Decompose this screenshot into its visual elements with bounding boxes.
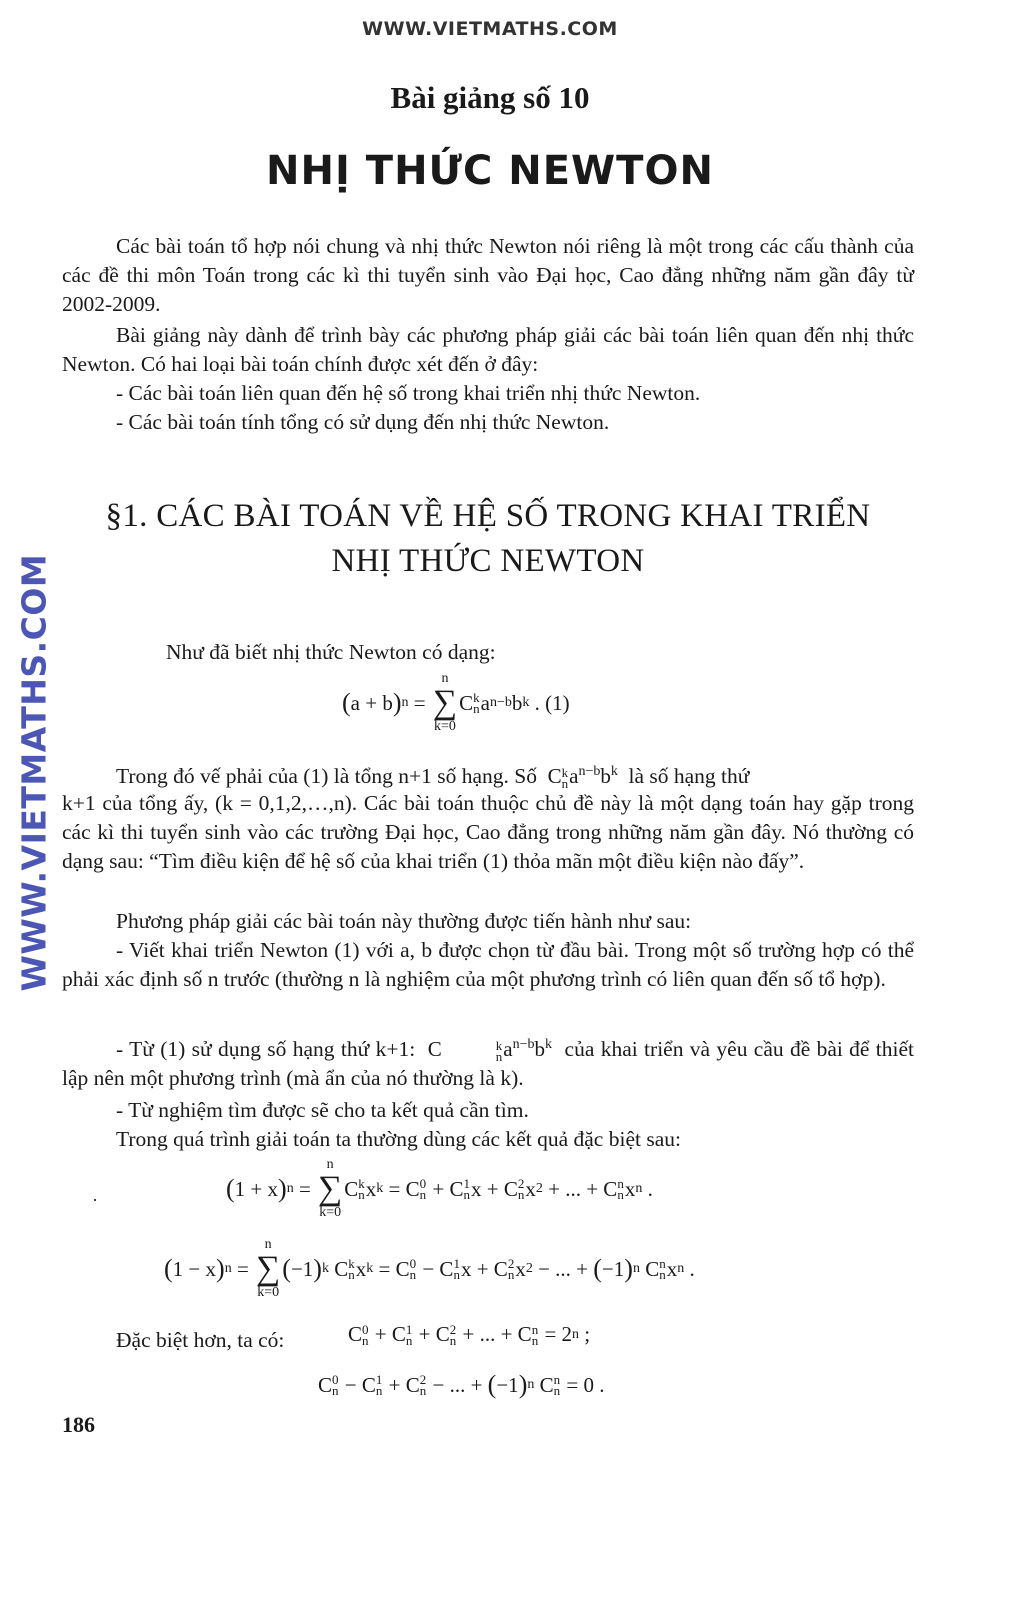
method-step-2-text-a: - Từ (1) sử dụng số hạng thứ k+1: bbox=[116, 1037, 416, 1061]
section-title-line-1: §1. CÁC BÀI TOÁN VỀ HỆ SỐ TRONG KHAI TRIỂN bbox=[105, 498, 871, 534]
method-step-1: - Viết khai triển Newton (1) với a, b được chọn từ đầu bài. Trong một số trường hợp có thể phải xác định số n trước (thường n là nghiệm của một phương trình có liên quan đến số tổ hợp). bbox=[62, 938, 914, 991]
stray-dot: · bbox=[92, 1190, 98, 1210]
page-number: 186 bbox=[62, 1412, 95, 1437]
term-definition-line bbox=[116, 757, 749, 791]
lecture-title: NHỊ THỨC NEWTON bbox=[266, 148, 714, 194]
expansion-one-minus-x: ( 1 − x ) n = n ∑ k=0 ( −1 ) k C k n x k = C 0 n − C 1 n x + C 2 n x 2 − ... + ( −1 ) n C n n x n . bbox=[164, 1237, 695, 1300]
paragraph-3: k+1 của tổng ấy, (k = 0,1,2,…,n). Các bài toán thuộc chủ đề này là một dạng toán hay gặp trong các kì thi tuyển sinh vào các trường Đại học, Cao đẳng trong những năm gần đây. Nó thường có dạng sau: “Tìm điều kiện để hệ số của khai triển (1) thỏa mãn một điều kiện nào đấy”. bbox=[62, 791, 914, 873]
method-step-2 bbox=[62, 1030, 914, 1093]
term-definition-text-a: Trong đó vế phải của (1) là tổng n+1 số hạng. Số bbox=[116, 764, 537, 788]
intro-paragraph-1: Các bài toán tổ hợp nói chung và nhị thức Newton nói riêng là một trong các cấu thành của các đề thi môn Toán trong các kì thi tuyển sinh vào Đại học, Cao đẳng những năm gần đây từ 2002-2009. bbox=[62, 234, 914, 316]
term-definition-text-b: là số hạng thứ bbox=[628, 764, 750, 788]
intro-paragraph-2: Bài giảng này dành để trình bày các phương pháp giải các bài toán liên quan đến nhị thức Newton. Có hai loại bài toán chính được xét đến ở đây: bbox=[62, 323, 914, 376]
section-title bbox=[62, 494, 914, 584]
known-form-text: Như đã biết nhị thức Newton có dạng: bbox=[166, 640, 496, 664]
side-watermark: WWW.VIETMATHS.COM bbox=[14, 553, 54, 992]
alternating-sum-identity: C 0 n − C 1 n + C 2 n − ... + ( −1 ) n C n n = 0 . bbox=[318, 1370, 605, 1399]
expansion-one-plus-x: ( 1 + x ) n = n ∑ k=0 C k n x k = C 0 n + C 1 n x + C 2 n x 2 + ... + C n n x n . bbox=[226, 1157, 653, 1220]
section-title-line-2: NHỊ THỨC NEWTON bbox=[331, 543, 645, 579]
method-step-3: - Từ nghiệm tìm được sẽ cho ta kết quả cần tìm. bbox=[116, 1098, 529, 1122]
general-term-formula: C k n $a^{n-b}b^k$ bbox=[542, 764, 618, 792]
header-url: WWW.VIETMATHS.COM bbox=[362, 18, 618, 40]
special-case-label: Đặc biệt hơn, ta có: bbox=[116, 1328, 285, 1352]
lecture-number: Bài giảng số 10 bbox=[390, 80, 590, 115]
intro-bullet-1: - Các bài toán liên quan đến hệ số trong khai triển nhị thức Newton. bbox=[116, 381, 701, 405]
method-step-2-text-b: của khai triển và yêu cầu đề bài để thiết lập nên một phương trình (mà ẩn của nó thường là k). bbox=[62, 1037, 915, 1090]
equation-1: ( a + b ) n = n ∑ k=0 C k n a n−b b k . (1) bbox=[342, 671, 570, 734]
special-results-intro: Trong quá trình giải toán ta thường dùng các kết quả đặc biệt sau: bbox=[116, 1127, 681, 1151]
method-intro: Phương pháp giải các bài toán này thường được tiến hành như sau: bbox=[116, 909, 692, 933]
term-k-plus-1-formula: C k n $a^{n-b}b^k$ bbox=[421, 1037, 552, 1065]
equation-1-label: (1) bbox=[545, 690, 570, 715]
intro-bullet-2: - Các bài toán tính tổng có sử dụng đến nhị thức Newton. bbox=[116, 410, 610, 434]
sum-identity: C 0 n + C 1 n + C 2 n + ... + C n n = 2 n ; bbox=[348, 1321, 591, 1348]
